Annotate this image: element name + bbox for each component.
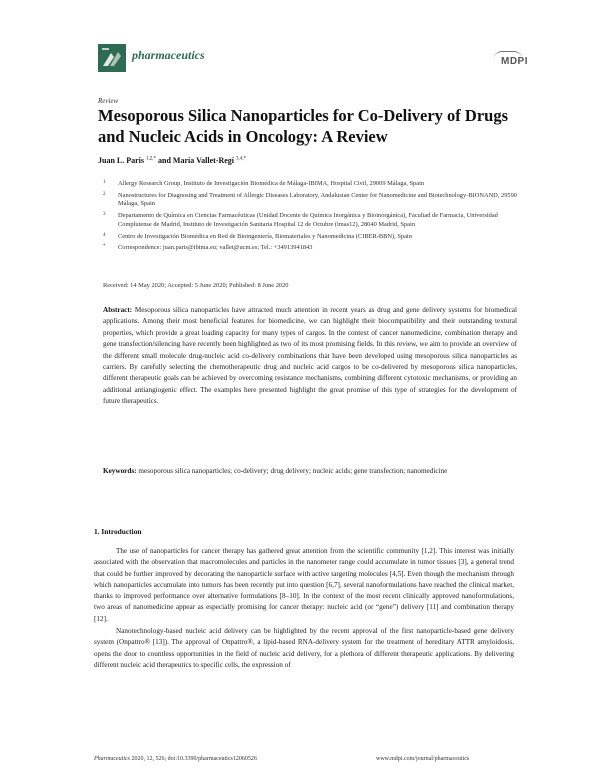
author-line: [98, 156, 246, 165]
author-affil-marks: 3,4,*: [236, 156, 247, 162]
keywords-label: Keywords:: [103, 467, 137, 475]
affiliations: [103, 180, 523, 256]
journal-header: [98, 44, 528, 84]
introduction-body: [94, 546, 514, 672]
mdpi-logo-text: MDPI: [501, 56, 528, 67]
affiliation-item: 1 Allergy Research Group, Instituto de Investigación Biomédica de Málaga-IBIMA, Hospital Civil, 29009 Málaga, Spain: [103, 180, 425, 187]
paragraph: The use of nanoparticles for cancer therapy has gathered great attention from the scientific community [1,2]. This interest was initially associated with the observation that macromolecules and particles in the nanometer range could accumulate in tumor tissues [3], a general trend that could be further improved by decorating the nanoparticle surface with active targeting molecules [4,5]. Even though the mechanism through which nanoparticles accumulate into tumors has been recently put into question [6,7], several nanoformulations have reached the clinical market, thanks to improved performance over alternative formulations [8–10]. In the context of the most recent clinically approved nanoformulations, two areas of nanomedicine appear as especially promising for cancer therapy: nucleic acid (or “gene”) delivery [11] and combination therapy [12].: [94, 547, 514, 623]
journal-name: pharmaceutics: [132, 48, 205, 62]
author-affil-marks: 1,2,*: [146, 156, 157, 162]
publication-dates: Received: 14 May 2020; Accepted: 5 June 2020; Published: 8 June 2020: [103, 282, 289, 289]
author-conjunction: and: [158, 156, 171, 165]
paragraph: Nanotechnology-based nucleic acid delivery can be highlighted by the recent approval of the first nanoparticle-based gene delivery system (Onpattro® [13]). The approval of Onpattro®, a lipid-based RNA-delivery system for the treatment of hereditary ATTR amyloidosis, opens the door to countless opportunities in the field of nucleic acid delivery, for a plethora of different therapeutic applications. By delivering different nucleic acid therapeutics to specific cells, the expression of: [94, 627, 514, 669]
mdpi-logo: [488, 54, 528, 70]
affiliation-item: 3 Departamento de Química en Ciencias Farmacéuticas (Unidad Docente de Química Inorgánica y Bioinorgánica), Facultad de Farmacia, Universidad Complutense de Madrid, Instituto de Investigación Sanitaria Hospital 12 de Octubre (imas12), 28040 Madrid, Spain: [103, 212, 498, 228]
footer-citation: [94, 756, 257, 762]
footer-doi: 2020, 12, 526; doi:10.3390/pharmaceutics12060526: [131, 756, 257, 762]
footer-url[interactable]: www.mdpi.com/journal/pharmaceutics: [376, 756, 470, 762]
abstract-text: Mesoporous silica nanoparticles have attracted much attention in recent years as drug and gene delivery systems for biomedical applications. Among their most beneficial features for biomedicine, we can highlight their biocompatibility and their outstanding textural properties, which provide a great loading capacity for many types of cargos. In the context of cancer nanomedicine, combination therapy and gene transfection/silencing have recently been highlighted as two of its most promising fields. In this review, we aim to provide an overview of the different small molecule drug-nucleic acid co-delivery combinations that have been developed using mesoporous silica nanoparticles as carriers. By carefully selecting the chemotherapeutic drug and nucleic acid cargos to be co-delivered by mesoporous silica nanoparticles, different therapeutic goals can be achieved by overcoming resistance mechanisms, combining different cytotoxic mechanisms, or providing an additional antiangiogenic effect. The examples here presented highlight the great promise of this type of strategies for the development of future therapeutics.: [103, 306, 517, 406]
keywords-text: mesoporous silica nanoparticles; co-delivery; drug delivery; nucleic acids; gene transfection; nanomedicine: [138, 467, 448, 475]
affiliation-item: 4 Centro de Investigación Biomédica en Red de Bioingeniería, Biomateriales y Nanomedicina (CIBER-BBN), Spain: [103, 232, 412, 240]
article-type: Review: [98, 97, 119, 105]
affiliation-item: 2 Nanostructures for Diagnosing and Treatment of Allergic Diseases Laboratory, Andalusian Center for Nanomedicine and Biotechnology-BIONAND, 29590 Málaga, Spain: [103, 191, 517, 208]
abstract: [103, 305, 517, 408]
footer-journal: Pharmaceutics: [94, 756, 130, 762]
correspondence: * Correspondence: juan.paris@ibima.eu; vallet@ucm.es; Tel.: +34913941843: [103, 244, 313, 252]
journal-logo-icon: [98, 44, 126, 72]
keywords: [103, 466, 517, 477]
article-title: Mesoporous Silica Nanoparticles for Co-Delivery of Drugs and Nucleic Acids in Oncology: A Review: [98, 106, 509, 146]
author-name: Juan L. Paris: [98, 156, 145, 165]
author-name: María Vallet-Regí: [172, 156, 235, 165]
abstract-label: Abstract:: [103, 306, 133, 314]
section-heading: 1. Introduction: [94, 527, 142, 536]
